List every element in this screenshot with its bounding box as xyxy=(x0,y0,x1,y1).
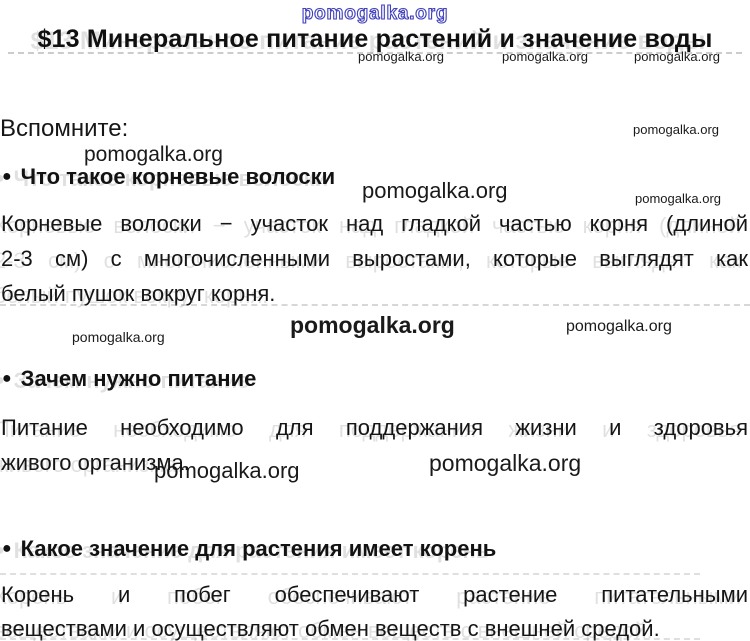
answer-root-role xyxy=(1,578,748,641)
question-text: Что такое корневые волоски xyxy=(20,164,336,189)
ghost-line xyxy=(0,573,700,575)
answer-line: белый пушок вокруг корня. xyxy=(1,281,276,306)
recall-label: Вспомните: xyxy=(0,115,129,142)
answer-root-hairs xyxy=(1,206,748,311)
site-watermark: pomogalka.org xyxy=(72,329,165,345)
site-watermark: pomogalka.org xyxy=(358,49,444,64)
answer-line: живого организма. xyxy=(1,450,190,475)
site-watermark: pomogalka.org xyxy=(635,191,721,206)
site-watermark: pomogalka.org xyxy=(566,318,672,335)
site-watermark-outlined: pomogalka.org xyxy=(301,3,449,24)
site-watermark: pomogalka.org xyxy=(634,49,720,64)
answer-why-nutrition xyxy=(1,410,748,480)
site-watermark: pomogalka.org xyxy=(502,49,588,64)
answer-line: Корень и побег обеспечивают растение питательными xyxy=(1,582,748,607)
answer-line: Питание необходимо для поддержания жизни и здоровья xyxy=(1,415,748,440)
question-text: Зачем нужно питание xyxy=(20,366,257,391)
site-watermark: pomogalka.org xyxy=(633,122,719,137)
ghost-line xyxy=(0,638,700,640)
bullet-icon: ● xyxy=(2,370,12,387)
question-text: Какое значение для растения имеет корень xyxy=(20,536,497,561)
site-watermark: pomogalka.org xyxy=(84,143,223,166)
answer-line: Корневые волоски − участок над гладкой частью корня (длиной xyxy=(1,211,748,236)
answer-line: веществами и осуществляют обмен веществ с внешней средой. xyxy=(1,616,660,641)
site-watermark: pomogalka.org xyxy=(362,178,508,203)
bullet-icon: ● xyxy=(2,168,12,185)
page-title: $13 Минеральное питание растений и значение воды xyxy=(37,25,713,53)
question-why-nutrition xyxy=(2,366,256,392)
question-root-role xyxy=(2,536,496,562)
site-watermark: pomogalka.org xyxy=(154,458,300,483)
site-watermark: pomogalka.org xyxy=(290,312,455,338)
question-root-hairs xyxy=(2,164,335,190)
site-watermark: pomogalka.org xyxy=(429,450,582,476)
bullet-icon: ● xyxy=(2,540,12,557)
ghost-line xyxy=(0,304,750,306)
answer-line: 2-3 см) с многочисленными выростами, которые выглядят как xyxy=(1,246,748,271)
